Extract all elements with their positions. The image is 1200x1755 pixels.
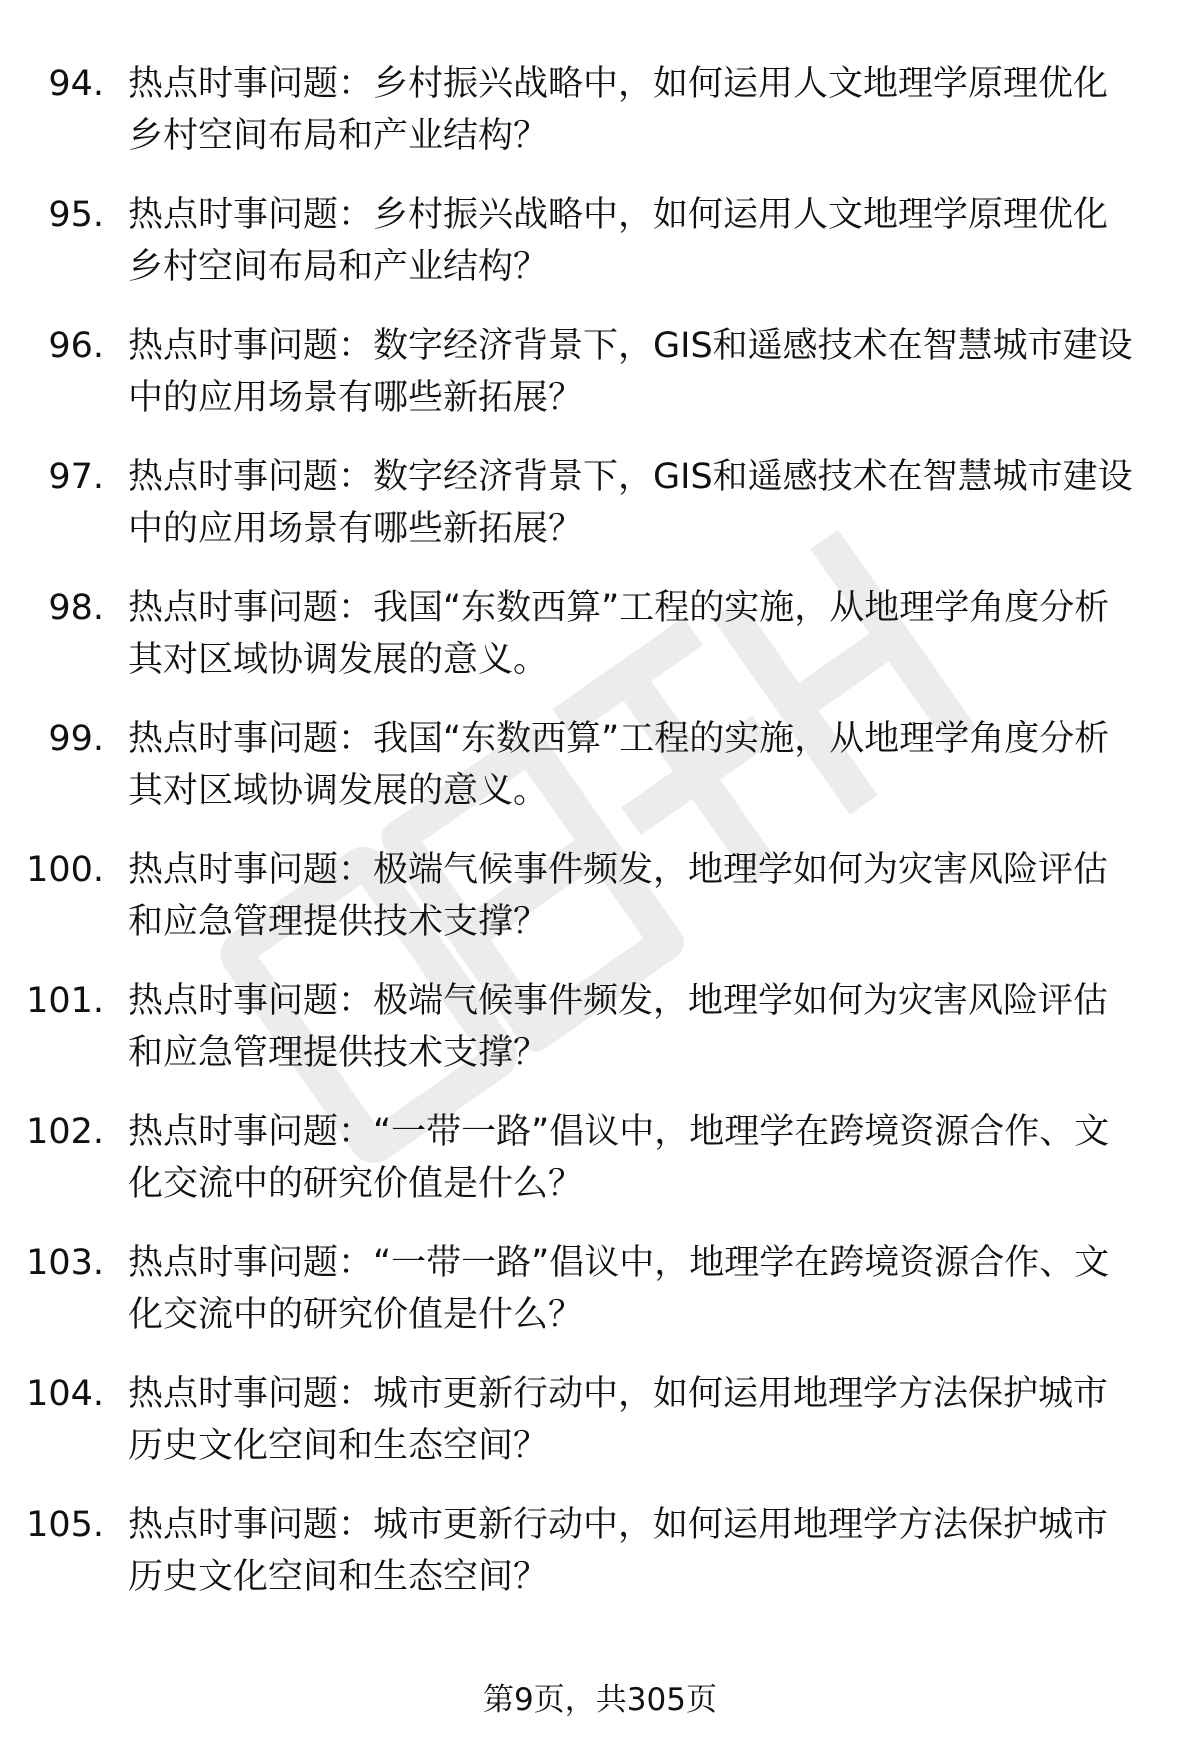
page-number-label: 第9页，共305页	[483, 1682, 717, 1718]
question-number: 99.	[48, 719, 104, 759]
list-item	[0, 320, 1200, 451]
list-item	[0, 1106, 1200, 1237]
question-number: 94.	[48, 64, 104, 104]
question-text: 热点时事问题：“一带一路”倡议中，地理学在跨境资源合作、文化交流中的研究价值是什么？	[128, 1112, 1110, 1204]
question-number: 95.	[48, 195, 104, 235]
list-item	[0, 189, 1200, 320]
list-item	[0, 975, 1200, 1106]
question-number: 105.	[26, 1505, 104, 1545]
question-number: 98.	[48, 588, 104, 628]
question-number: 97.	[48, 457, 104, 497]
question-text: 热点时事问题：极端气候事件频发，地理学如何为灾害风险评估和应急管理提供技术支撑？	[128, 850, 1109, 942]
list-item	[0, 1368, 1200, 1499]
list-item	[0, 1237, 1200, 1368]
question-text: 热点时事问题：乡村振兴战略中，如何运用人文地理学原理优化乡村空间布局和产业结构？	[128, 195, 1109, 287]
question-text: 热点时事问题：数字经济背景下，GIS和遥感技术在智慧城市建设中的应用场景有哪些新拓展？	[128, 457, 1133, 549]
question-text: 热点时事问题：城市更新行动中，如何运用地理学方法保护城市历史文化空间和生态空间？	[128, 1505, 1109, 1597]
question-number: 103.	[26, 1243, 104, 1283]
question-number: 96.	[48, 326, 104, 366]
list-item	[0, 58, 1200, 189]
question-list	[0, 58, 1200, 1630]
list-item	[0, 582, 1200, 713]
question-number: 104.	[26, 1374, 104, 1414]
question-text: 热点时事问题：数字经济背景下，GIS和遥感技术在智慧城市建设中的应用场景有哪些新拓展？	[128, 326, 1133, 418]
list-item	[0, 451, 1200, 582]
list-item	[0, 1499, 1200, 1630]
question-text: 热点时事问题：我国“东数西算”工程的实施，从地理学角度分析其对区域协调发展的意义。	[128, 719, 1110, 811]
question-text: 热点时事问题：“一带一路”倡议中，地理学在跨境资源合作、文化交流中的研究价值是什么？	[128, 1243, 1110, 1335]
page-footer	[0, 1678, 1200, 1722]
question-text: 热点时事问题：我国“东数西算”工程的实施，从地理学角度分析其对区域协调发展的意义。	[128, 588, 1110, 680]
list-item	[0, 844, 1200, 975]
question-number: 102.	[26, 1112, 104, 1152]
question-number: 100.	[26, 850, 104, 890]
question-text: 热点时事问题：城市更新行动中，如何运用地理学方法保护城市历史文化空间和生态空间？	[128, 1374, 1109, 1466]
question-text: 热点时事问题：乡村振兴战略中，如何运用人文地理学原理优化乡村空间布局和产业结构？	[128, 64, 1109, 156]
question-text: 热点时事问题：极端气候事件频发，地理学如何为灾害风险评估和应急管理提供技术支撑？	[128, 981, 1109, 1073]
question-number: 101.	[26, 981, 104, 1021]
list-item	[0, 713, 1200, 844]
